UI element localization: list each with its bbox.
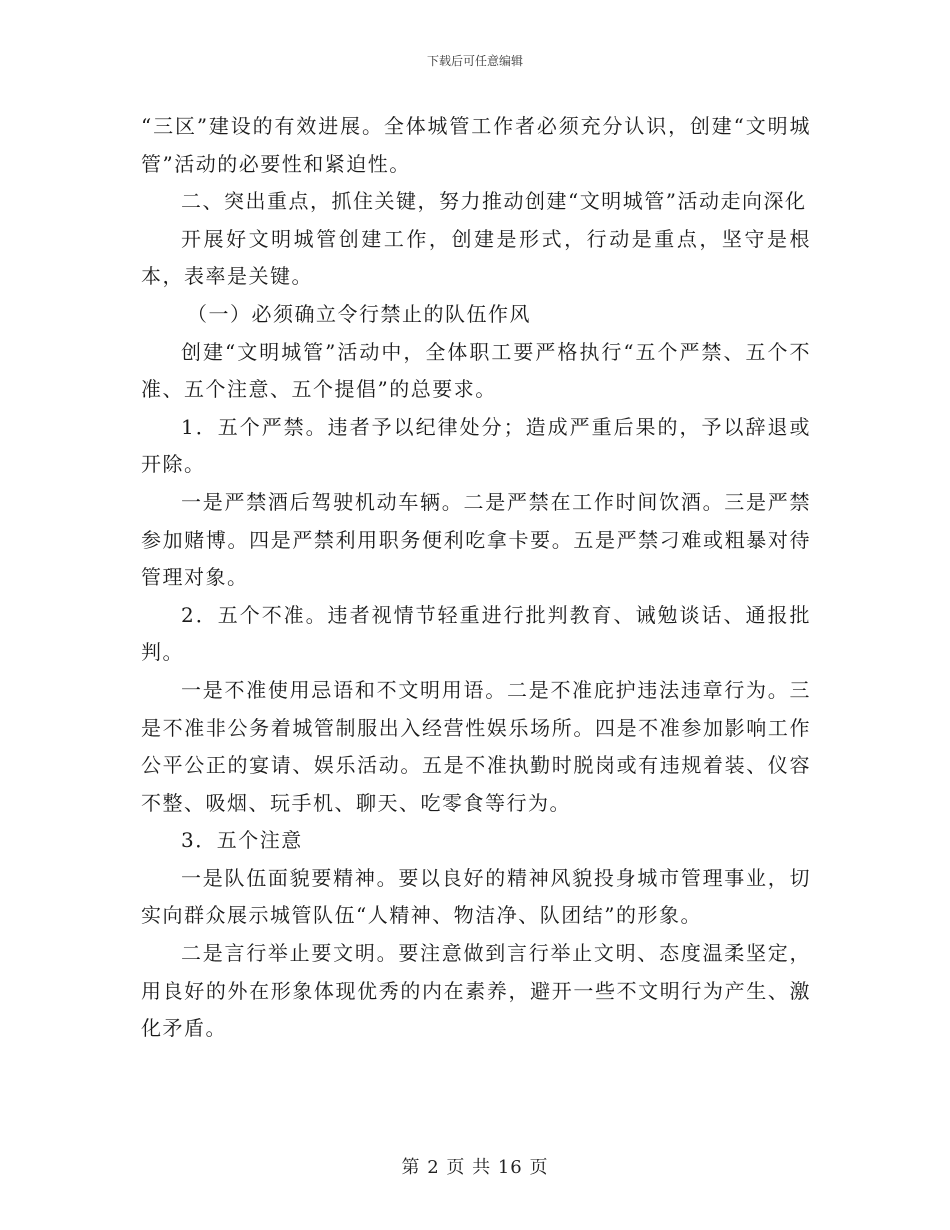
paragraph: 创建“文明城管”活动中，全体职工要严格执行“五个严禁、五个不准、五个注意、五个提倡”的总要求。	[141, 339, 811, 402]
page-header-note: 下载后可任意编辑	[426, 54, 523, 68]
subsection-heading: （一）必须确立令行禁止的队伍作风	[187, 301, 531, 326]
paragraph: 一是不准使用忌语和不文明用语。二是不准庇护违法违章行为。三是不准非公务着城管制服出入经营性娱乐场所。四是不准参加影响工作公平公正的宴请、娱乐活动。五是不准执勤时脱岗或有违规着装、仪容不整、吸烟、玩手机、聊天、吃零食等行为。	[141, 677, 811, 815]
paragraph: 一是严禁酒后驾驶机动车辆。二是严禁在工作时间饮酒。三是严禁参加赌博。四是严禁利用职务便利吃拿卡要。五是严禁刁难或粗暴对待管理对象。	[141, 489, 811, 590]
paragraph: 一是队伍面貌要精神。要以良好的精神风貌投身城市管理事业，切实向群众展示城管队伍“人精神、物洁净、队团结”的形象。	[141, 865, 811, 928]
paragraph: 开展好文明城管创建工作，创建是形式，行动是重点，坚守是根本，表率是关键。	[141, 226, 811, 289]
section-heading: 二、突出重点，抓住关键，努力推动创建“文明城管”活动走向深化	[181, 189, 807, 214]
paragraph: “三区”建设的有效进展。全体城管工作者必须充分认识，创建“文明城管”活动的必要性和紧迫性。	[141, 114, 811, 176]
paragraph: 二是言行举止要文明。要注意做到言行举止文明、态度温柔坚定，用良好的外在形象体现优秀的内在素养，避开一些不文明行为产生、激化矛盾。	[141, 941, 811, 1041]
list-item-heading: 2．五个不准。违者视情节轻重进行批判教育、诫勉谈话、通报批判。	[141, 602, 811, 665]
document-body	[141, 108, 811, 1048]
list-item-heading: 3．五个注意	[181, 828, 303, 853]
page-number-footer: 第 2 页 共 16 页	[401, 1157, 549, 1178]
list-item-heading: 1．五个严禁。违者予以纪律处分；造成严重后果的，予以辞退或开除。	[141, 414, 811, 477]
